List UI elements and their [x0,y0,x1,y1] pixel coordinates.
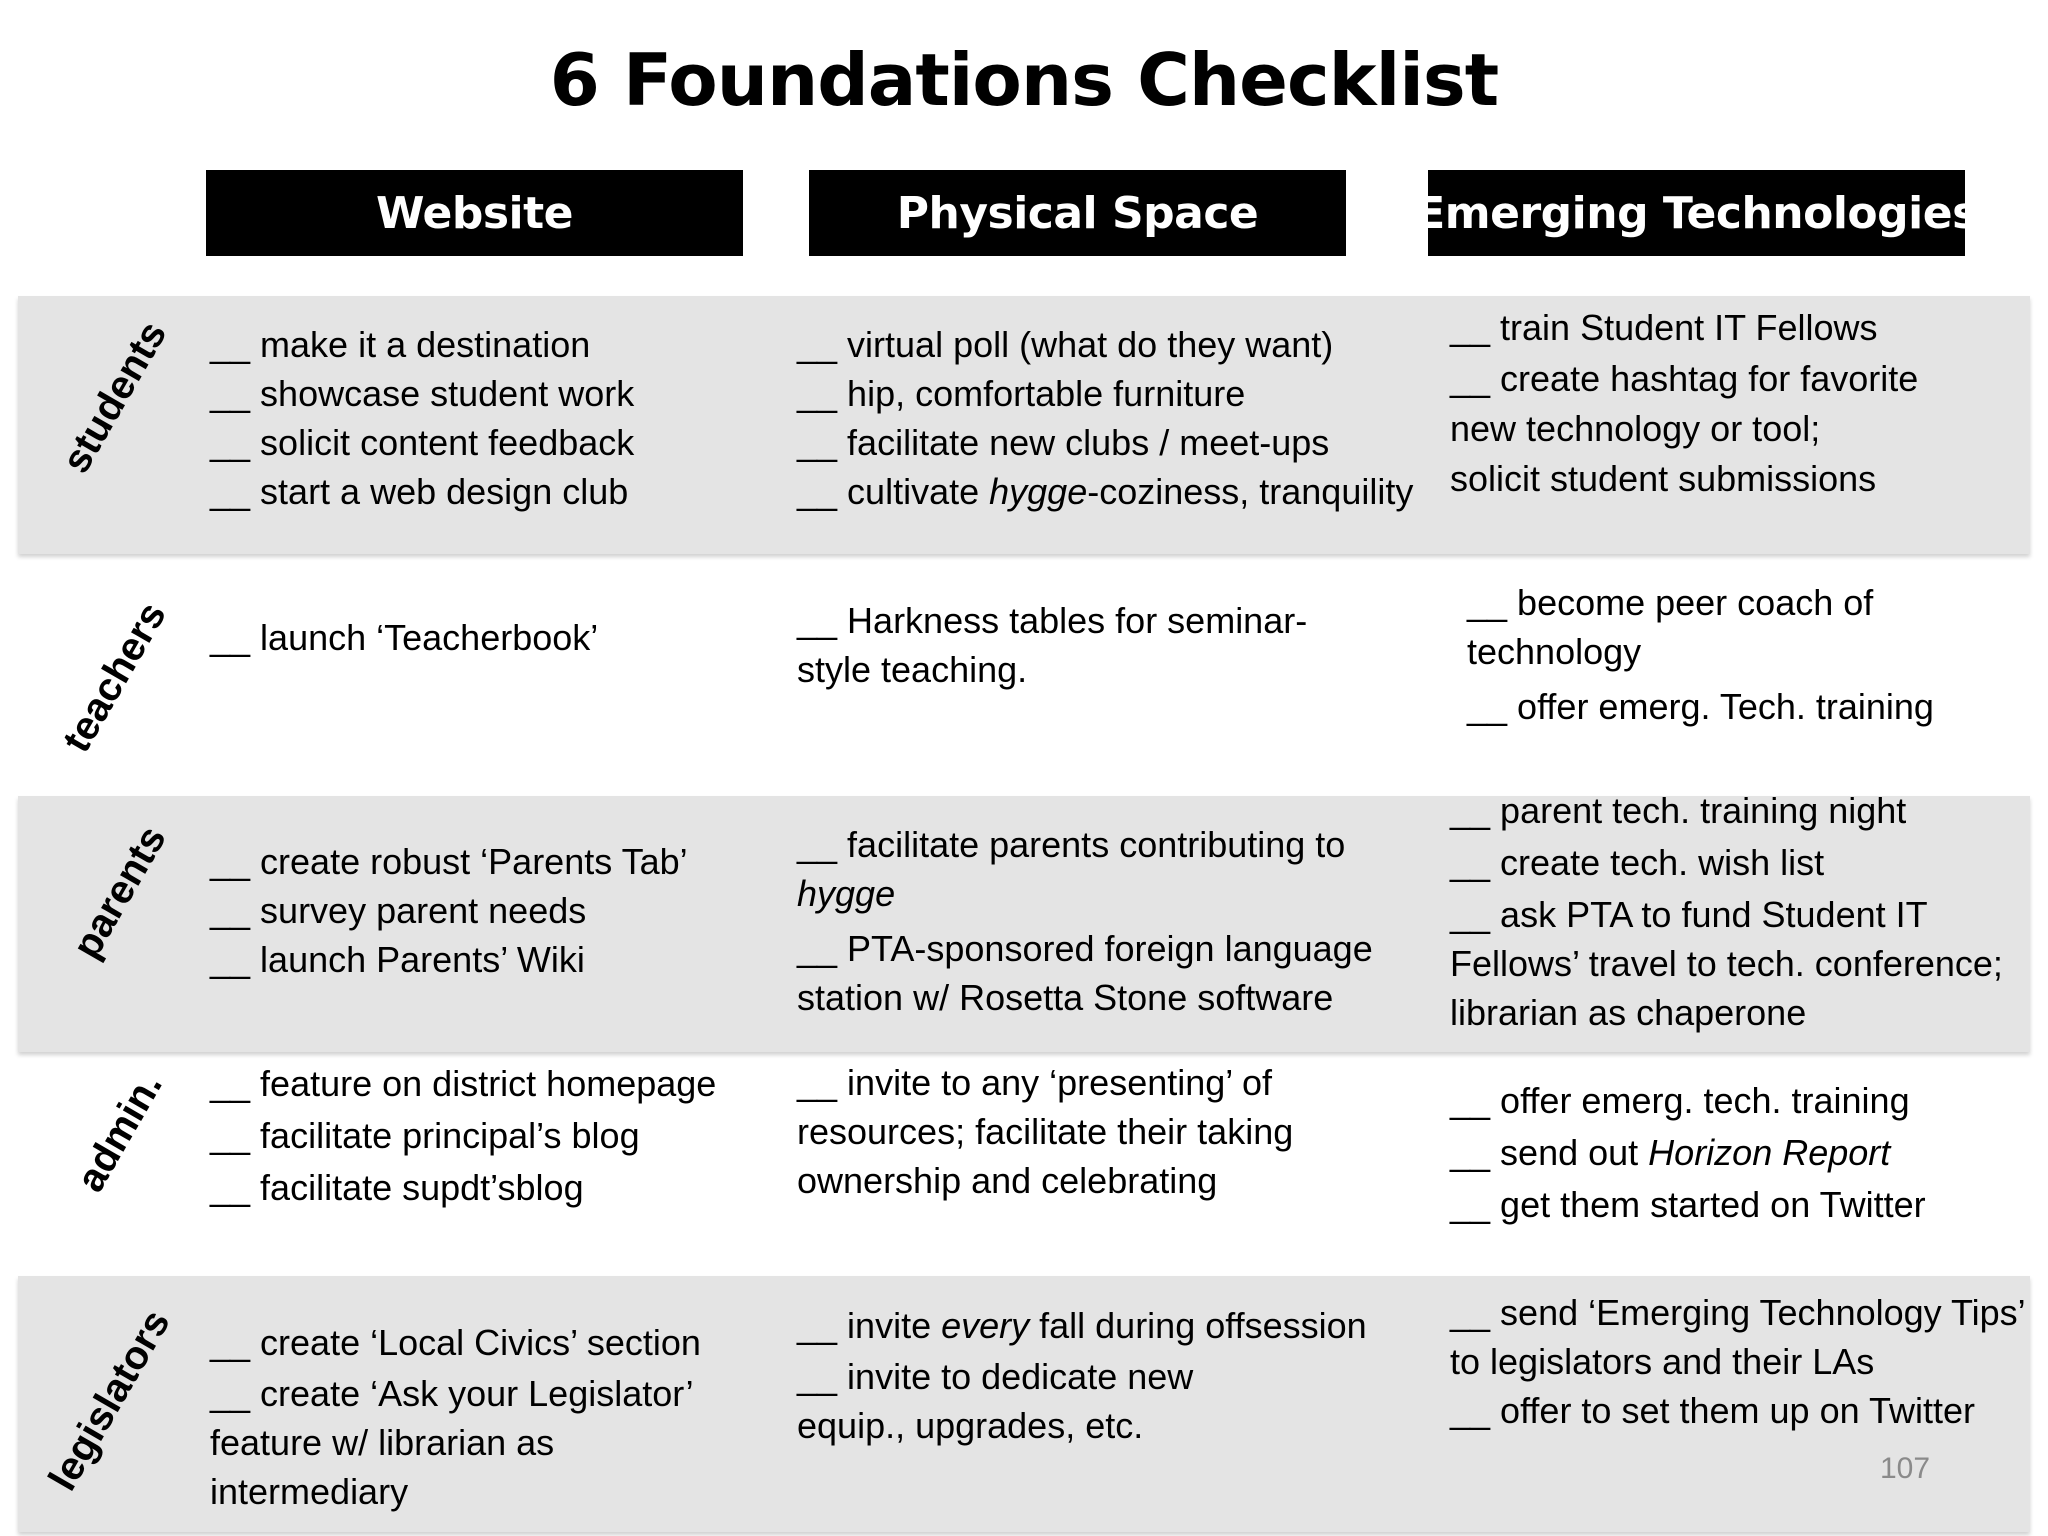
list-item: Fellows’ travel to tech. conference; [1450,943,2003,984]
list-item: __ PTA-sponsored foreign language [797,928,1373,969]
list-item: __ create hashtag for favorite [1450,358,1919,399]
list-item: station w/ Rosetta Stone software [797,977,1334,1018]
list-item: __ facilitate new clubs / meet-ups [797,422,1330,463]
cell-teachers-emerging [1467,578,1934,731]
column-header-website: Website [206,170,743,256]
cell-legislators-emerging [1450,1288,2026,1435]
list-item: style teaching. [797,649,1028,690]
list-item: __ train Student IT Fellows [1450,307,1878,348]
cell-students-physical [797,320,1413,516]
row-label-admin: admin. [68,1065,171,1200]
list-item: __ create ‘Ask your Legislator’ [210,1373,694,1414]
column-header-physical-space: Physical Space [809,170,1346,256]
list-item: __ parent tech. training night [1450,790,1907,831]
cell-admin-physical [797,1058,1293,1205]
cell-legislators-website [210,1317,701,1516]
page-title: 6 Foundations Checklist [549,38,1499,122]
list-item: __ get them started on Twitter [1450,1184,1926,1225]
list-item: __ create tech. wish list [1450,842,1825,883]
row-label-teachers: teachers [54,594,175,760]
list-item: __ become peer coach of [1467,582,1874,623]
list-item: __ solicit content feedback [210,422,635,463]
cell-students-website [210,320,634,516]
list-item: librarian as chaperone [1450,992,1807,1033]
list-item: __ virtual poll (what do they want) [797,324,1334,365]
list-item: __ create ‘Local Civics’ section [210,1322,701,1363]
list-item: __ create robust ‘Parents Tab’ [210,841,688,882]
list-item: __ survey parent needs [210,890,587,931]
list-item: __ facilitate supdt’sblog [210,1167,584,1208]
list-item: __ launch Parents’ Wiki [210,939,585,980]
list-item: __ facilitate principal’s blog [210,1115,640,1156]
cell-parents-website [210,837,688,984]
list-item: __ showcase student work [210,373,635,414]
page-number: 107 [1880,1452,1931,1485]
column-header-emerging-technologies: Emerging Technologies [1428,170,1965,256]
list-item: __ facilitate parents contributing to [797,824,1346,865]
list-item: __ send out Horizon Report [1450,1132,1891,1173]
list-item: feature w/ librarian as [210,1422,555,1463]
cell-parents-emerging [1450,786,2003,1037]
list-item: __ offer to set them up on Twitter [1450,1390,1975,1431]
list-item: hygge [797,873,896,914]
list-item: intermediary [210,1471,409,1512]
cell-teachers-website [210,613,598,662]
list-item: __ invite to dedicate new [797,1356,1194,1397]
list-item: __ ask PTA to fund Student IT [1450,894,1928,935]
list-item: __ invite to any ‘presenting’ of [797,1062,1272,1103]
list-item: technology [1467,631,1642,672]
cell-teachers-physical [797,596,1307,694]
list-item: resources; facilitate their taking [797,1111,1294,1152]
list-item: to legislators and their LAs [1450,1341,1875,1382]
list-item: __ feature on district homepage [210,1063,717,1104]
list-item: __ offer emerg. tech. training [1450,1080,1910,1121]
list-item: __ invite every fall during offsession [797,1305,1367,1346]
cell-parents-physical [797,820,1373,1022]
cell-admin-website [210,1058,716,1214]
list-item: solicit student submissions [1450,458,1877,499]
cell-students-emerging [1450,303,1918,504]
row-label-legislators: legislators [40,1302,179,1498]
list-item: __ make it a destination [210,324,591,365]
list-item: new technology or tool; [1450,408,1821,449]
cell-legislators-physical [797,1300,1367,1450]
list-item: __ cultivate hygge-coziness, tranquility [797,471,1414,512]
list-item: __ send ‘Emerging Technology Tips’ [1450,1292,2026,1333]
list-item: __ hip, comfortable furniture [797,373,1246,414]
row-label-parents: parents [64,818,175,966]
list-item: __ launch ‘Teacherbook’ [210,617,599,658]
cell-admin-emerging [1450,1075,1926,1231]
list-item: ownership and celebrating [797,1160,1218,1201]
row-label-students: students [53,314,176,481]
list-item: __ start a web design club [210,471,629,512]
list-item: __ offer emerg. Tech. training [1467,686,1934,727]
list-item: equip., upgrades, etc. [797,1405,1144,1446]
list-item: __ Harkness tables for seminar- [797,600,1308,641]
